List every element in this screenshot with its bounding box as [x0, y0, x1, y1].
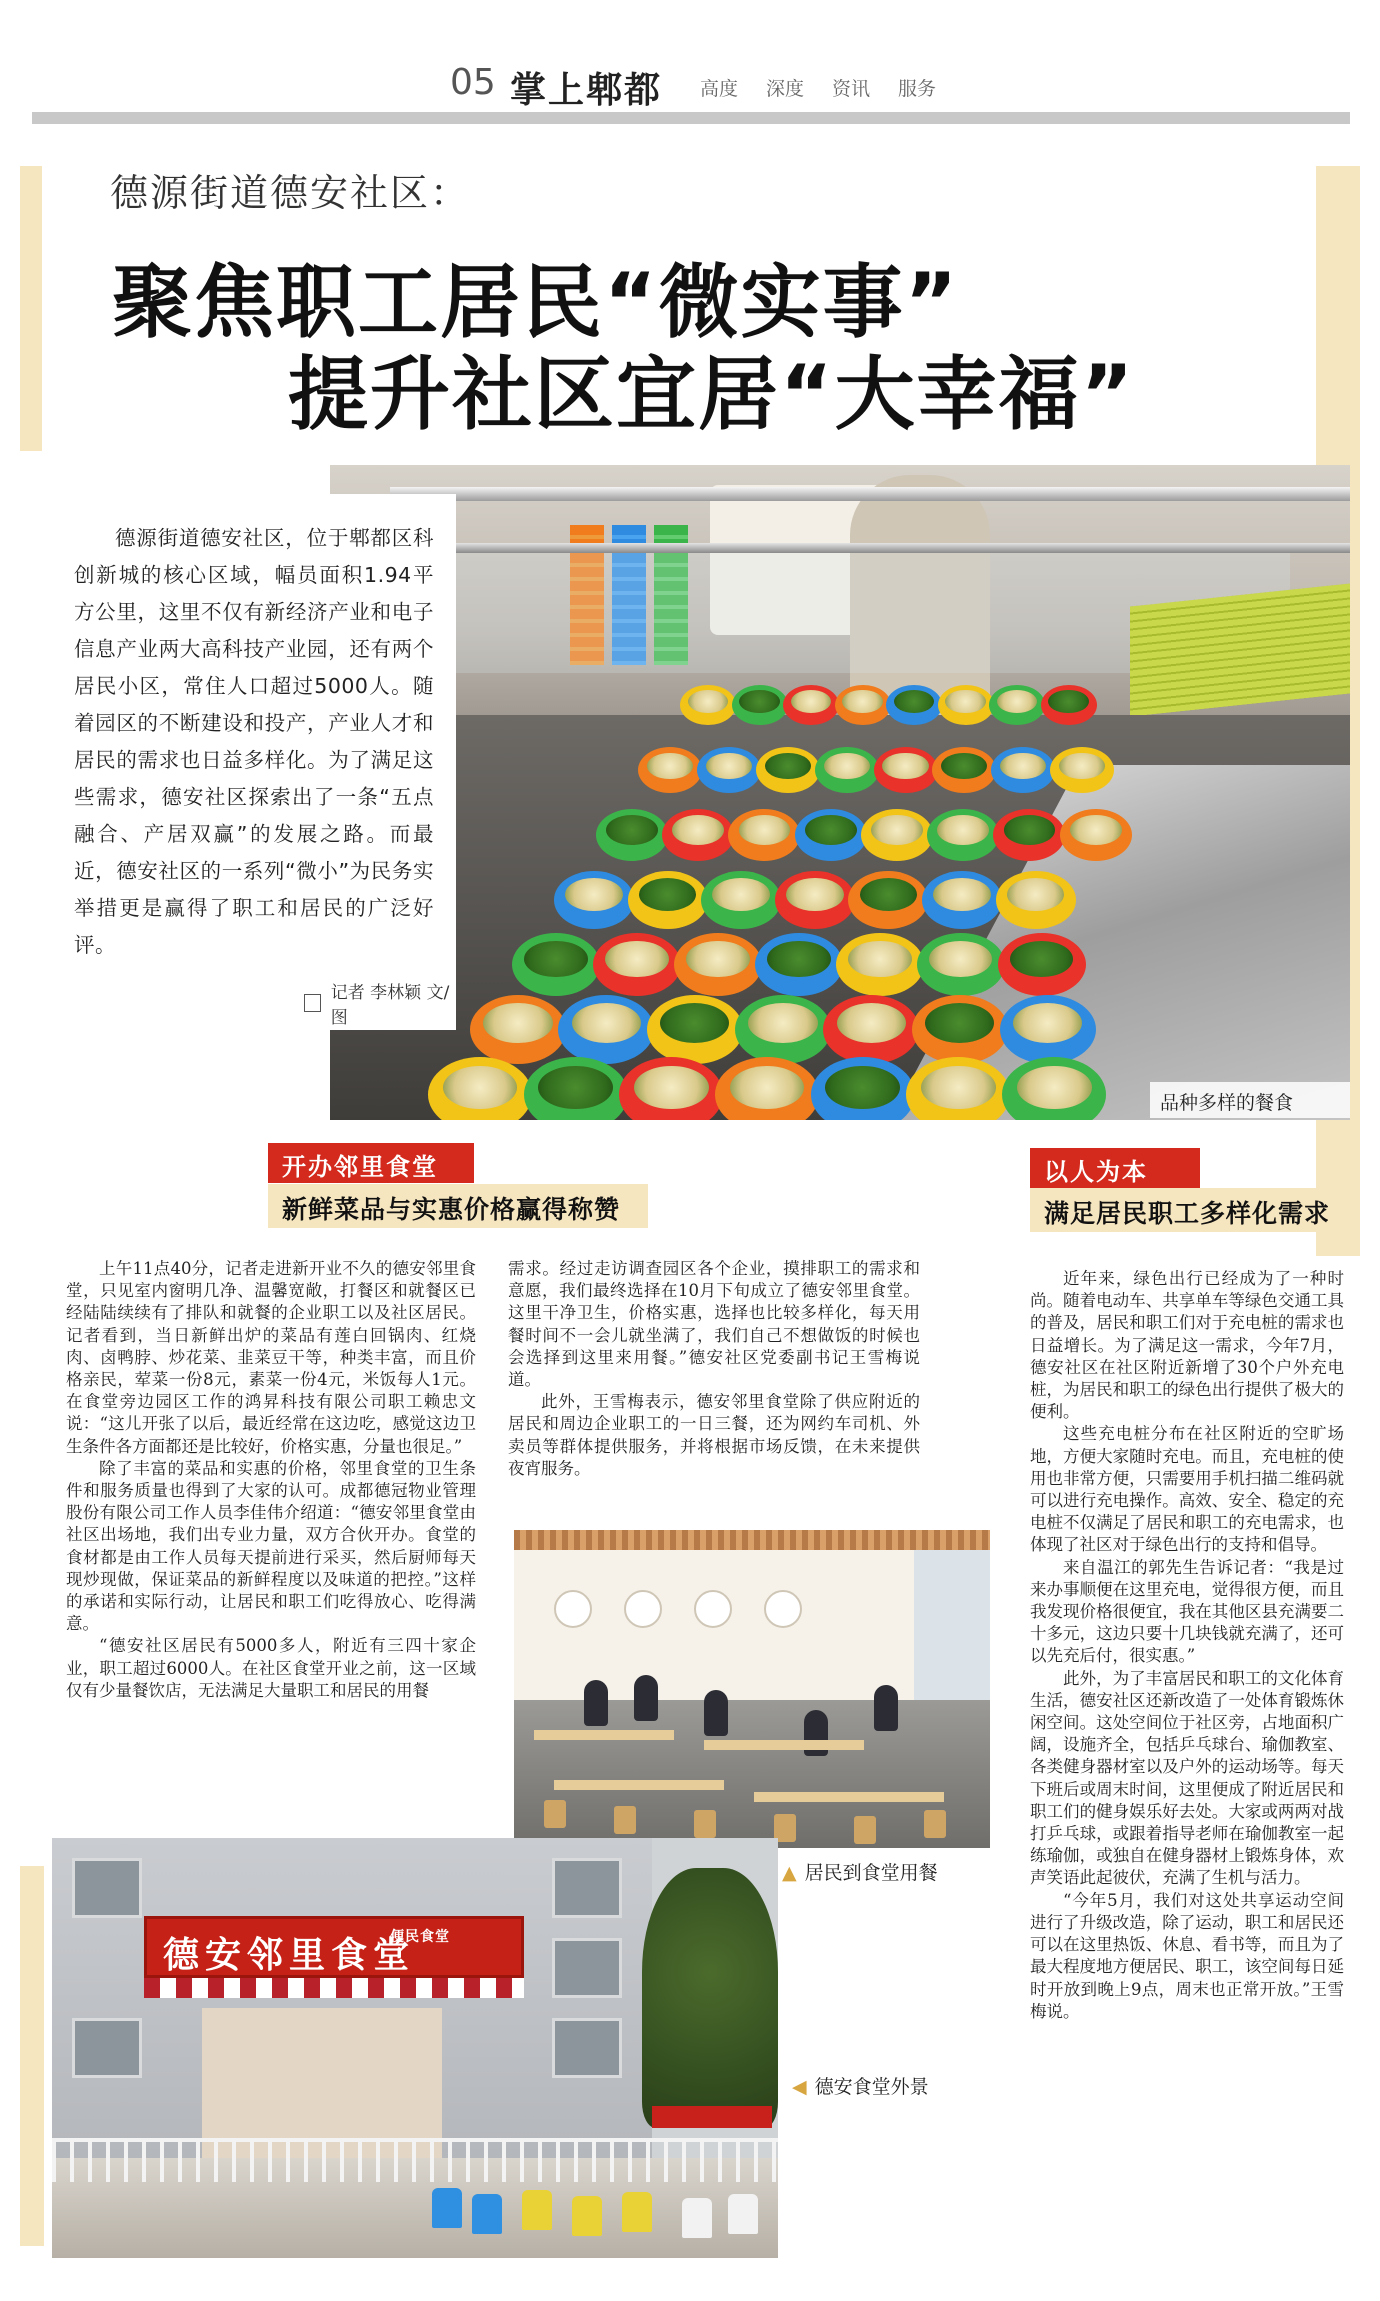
canteen-sign-subtext: 便民食堂 — [390, 1929, 450, 1945]
food-bowl — [775, 871, 855, 929]
food-bowl — [619, 1057, 723, 1120]
byline — [304, 978, 456, 1028]
page-header — [0, 0, 1380, 130]
article-column-2 — [508, 1258, 920, 1480]
food-bowl — [823, 995, 919, 1064]
paragraph: 除了丰富的菜品和实惠的价格，邻里食堂的卫生条件和服务质量也得到了大家的认可。成都德冠物业管理股份有限公司工作人员李佳伟介绍道：“德安邻里食堂由社区出场地，我们出专业力量，双方合伙开办。食堂的食材都是由工作人员每天提前进行采买，然后厨师每天现炒现做，保证菜品的新鲜程度以及味道的把控。”这样的承诺和实际行动，让居民和职工们吃得放心、吃得满意。 — [66, 1458, 476, 1634]
food-bowl — [922, 871, 1002, 929]
paragraph: 这些充电桩分布在社区附近的空旷场地，方便大家随时充电。而且，充电桩的使用也非常方便，只需要用手机扫描二维码就可以进行充电操作。高效、安全、稳定的充电桩不仅满足了居民和职工的充电需求，也体现了社区对于绿色出行的支持和倡导。 — [1030, 1424, 1344, 1555]
section-1-tag: 开办邻里食堂 — [268, 1143, 474, 1183]
food-bowl — [874, 747, 938, 793]
food-bowl — [715, 1057, 819, 1120]
food-bowl — [861, 809, 933, 861]
food-bowl — [638, 747, 702, 793]
canteen-sign — [144, 1916, 524, 1978]
food-bowl — [728, 809, 800, 861]
food-bowl — [647, 995, 743, 1064]
headline-line-2: 提升社区宜居“大幸福” — [288, 348, 1136, 441]
food-bowl — [1000, 995, 1096, 1064]
food-bowl — [848, 871, 928, 929]
food-bowl — [628, 871, 708, 929]
header-tag: 深度 — [766, 78, 805, 100]
food-bowl — [932, 747, 996, 793]
exterior-photo-caption — [792, 2072, 929, 2099]
main-photo-canteen-food — [330, 465, 1350, 1120]
food-bowl — [836, 933, 924, 996]
interior-photo-caption — [782, 1858, 938, 1885]
food-bowl — [811, 1057, 915, 1120]
decorative-band — [20, 1866, 44, 2246]
food-bowl — [662, 809, 734, 861]
paragraph: “今年5月，我们对这处共享运动空间进行了升级改造，除了运动，职工和居民还可以在这里热饭、休息、看书等，而且为了最大程度地方便居民、职工，该空间每日延时开放到晚上9点，周末也正常开放。”王雪梅说。 — [1030, 1890, 1344, 2021]
caption-arrow-icon: ▲ — [782, 1862, 797, 1884]
food-bowl — [815, 747, 879, 793]
food-bowl — [470, 995, 566, 1064]
paragraph: “德安社区居民有5000多人，附近有三四十家企业，职工超过6000人。在社区食堂开业之前，这一区域仅有少量餐饮店，无法满足大量职工和居民的用餐 — [66, 1636, 476, 1700]
food-bowl — [991, 747, 1055, 793]
caption-arrow-icon: ◀ — [792, 2076, 807, 2098]
food-bowl — [697, 747, 761, 793]
header-tags — [700, 74, 936, 101]
food-bowl — [989, 685, 1045, 725]
food-bowl — [554, 871, 634, 929]
food-bowl — [428, 1057, 532, 1120]
paragraph: 此外，为了丰富居民和职工的文化体育生活，德安社区还新改造了一处体育锻炼休闲空间。这处空间位于社区旁，占地面积广阔，设施齐全，包括乒乓球台、瑜伽教室、各类健身器材室以及户外的运动场等。每天下班后或周末时间，这里便成了附近居民和职工们的健身娱乐好去处。大家或两两对战打乒乓球，或跟着指导老师在瑜伽教室一起练瑜伽，或独自在健身器材上锻炼身体，欢声笑语此起彼伏，充满了生机与活力。 — [1030, 1668, 1344, 1888]
food-bowl — [1060, 809, 1132, 861]
food-bowl — [596, 809, 668, 861]
section-2-tag: 以人为本 — [1030, 1148, 1200, 1188]
food-bowl — [906, 1057, 1010, 1120]
main-photo-caption: 品种多样的餐食 — [1150, 1082, 1350, 1118]
food-bowl — [735, 995, 831, 1064]
caption-text: 德安食堂外景 — [814, 2076, 929, 2098]
article-column-1 — [66, 1258, 476, 1702]
header-divider — [32, 112, 1350, 124]
paragraph: 来自温江的郭先生告诉记者：“我是过来办事顺便在这里充电，觉得很方便，而且我发现价格很便宜，我在其他区县充满要二十多元，这边只要十几块钱就充满了，还可以先充后付，很实惠。” — [1030, 1557, 1344, 1666]
food-bowl — [835, 685, 891, 725]
interior-photo-dining — [514, 1530, 990, 1848]
food-bowl — [755, 933, 843, 996]
food-bowl — [1050, 747, 1114, 793]
headline-line-1: 聚焦职工居民“微实事” — [112, 256, 960, 349]
canteen-sign-text: 德安邻里食堂 — [163, 1935, 416, 1976]
food-bowl — [701, 871, 781, 929]
food-bowl — [558, 995, 654, 1064]
food-bowl — [512, 933, 600, 996]
food-bowl — [998, 933, 1086, 996]
caption-text: 居民到食堂用餐 — [804, 1862, 938, 1884]
food-bowl — [674, 933, 762, 996]
section-2-subtitle: 满足居民职工多样化需求 — [1030, 1188, 1350, 1232]
food-bowl — [680, 685, 736, 725]
paragraph: 上午11点40分，记者走进新开业不久的德安邻里食堂，只见室内窗明几净、温馨宽敞，打餐区和就餐区已经陆陆续续有了排队和就餐的企业职工以及社区居民。记者看到，当日新鲜出炉的菜品有莲白回锅肉、红烧肉、卤鸭脖、炒花菜、韭菜豆干等，种类丰富，而且价格亲民，荤菜一份8元，素菜一份4元，米饭每人1元。在食堂旁边园区工作的鸿昇科技有限公司职工赖忠文说：“这儿开张了以后，最近经常在这边吃，感觉这边卫生条件各方面都还是比较好，价格实惠，分量也很足。” — [66, 1259, 476, 1456]
intro-text: 德源街道德安社区，位于郫都区科创新城的核心区域，幅员面积1.94平方公里，这里不仅有新经济产业和电子信息产业两大高科技产业园，还有两个居民小区，常住人口超过5000人。随着园区的不断建设和投产，产业人才和居民的需求也日益多样化。为了满足这些需求，德安社区探索出了一条“五点融合、产居双赢”的发展之路。而最近，德安社区的一系列“微小”为民务实举措更是赢得了职工和居民的广泛好评。 — [74, 526, 434, 957]
header-tag: 资讯 — [832, 78, 871, 100]
byline-text: 记者 李林颖 文/图 — [330, 983, 450, 1028]
page-number: 05 — [450, 62, 496, 103]
header-tag: 高度 — [700, 78, 739, 100]
article-column-3 — [1030, 1268, 1344, 2023]
header-tag: 服务 — [898, 78, 937, 100]
paragraph: 需求。经过走访调查园区各个企业，摸排职工的需求和意愿，我们最终选择在10月下旬成立了德安邻里食堂。这里干净卫生，价格实惠，选择也比较多样化，每天用餐时间不一会儿就坐满了，我们自己不想做饭的时候也会选择到这里来用餐。”德安社区党委副书记王雪梅说道。 — [508, 1259, 920, 1390]
food-bowl — [912, 995, 1008, 1064]
food-bowl — [756, 747, 820, 793]
paragraph: 此外，王雪梅表示，德安邻里食堂除了供应附近的居民和周边企业职工的一日三餐，还为网约车司机、外卖员等群体提供服务，并将根据市场反馈，在未来提供夜宵服务。 — [508, 1392, 920, 1478]
food-bowl — [524, 1057, 628, 1120]
section-1-subtitle: 新鲜菜品与实惠价格赢得称赞 — [268, 1184, 648, 1228]
food-bowl — [886, 685, 942, 725]
headline-kicker: 德源街道德安社区： — [110, 171, 471, 215]
decorative-band — [20, 166, 42, 451]
food-bowl — [993, 809, 1065, 861]
food-bowl — [938, 685, 994, 725]
food-bowl — [795, 809, 867, 861]
food-bowl — [1002, 1057, 1106, 1120]
food-bowl — [732, 685, 788, 725]
food-bowl — [927, 809, 999, 861]
food-bowl — [996, 871, 1076, 929]
intro-box — [52, 494, 456, 1030]
food-bowl — [593, 933, 681, 996]
food-bowl — [917, 933, 1005, 996]
exterior-photo-canteen — [52, 1838, 778, 2258]
byline-box-icon — [304, 994, 321, 1012]
paragraph: 近年来，绿色出行已经成为了一种时尚。随着电动车、共享单车等绿色交通工具的普及，居民和职工们对于充电桩的需求也日益增长。为了满足这一需求，今年7月，德安社区在社区附近新增了30个户外充电桩，为居民和职工的绿色出行提供了极大的便利。 — [1030, 1269, 1344, 1422]
food-bowl — [1041, 685, 1097, 725]
section-title: 掌上郫都 — [510, 70, 663, 111]
food-bowl — [783, 685, 839, 725]
